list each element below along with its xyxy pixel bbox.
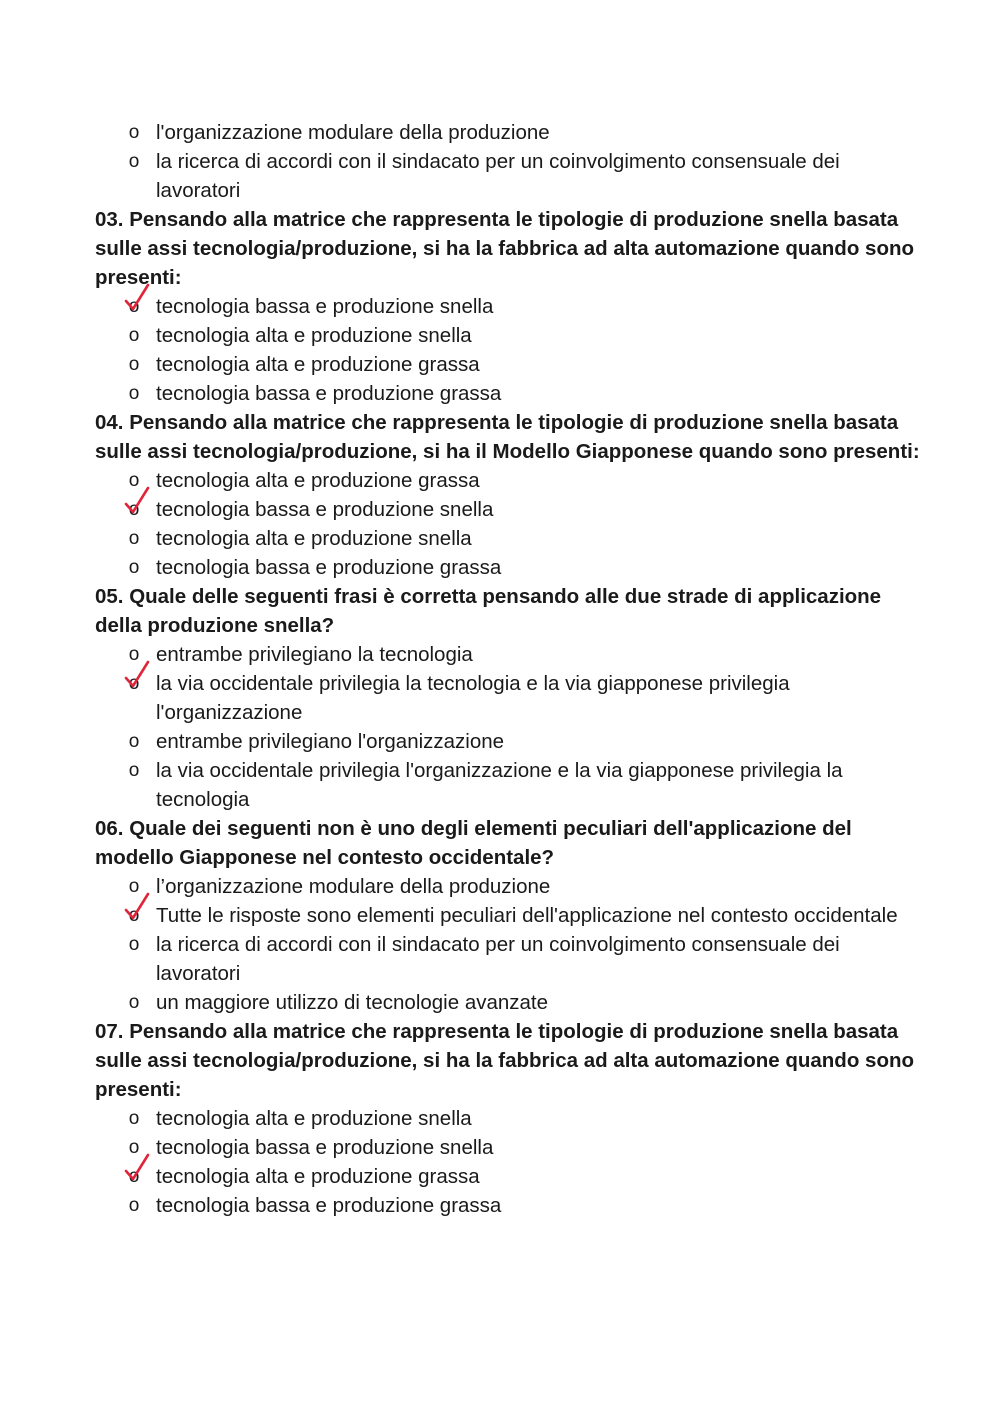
option-text: entrambe privilegiano la tecnologia: [156, 643, 473, 666]
option-text: tecnologia alta e produzione grassa: [156, 1165, 480, 1188]
circle-bullet-icon: o: [128, 296, 140, 317]
circle-bullet-icon: o: [128, 1166, 140, 1187]
answer-options: [95, 466, 925, 582]
answer-option: [95, 495, 925, 524]
answer-option: [95, 321, 925, 350]
answer-options: [95, 1104, 925, 1220]
answer-option: [95, 727, 925, 756]
option-text: la ricerca di accordi con il sindacato per un coinvolgimento consensuale dei lavoratori: [156, 150, 840, 202]
answer-option: [95, 147, 925, 205]
answer-option: [95, 1191, 925, 1220]
question-text: 03. Pensando alla matrice che rappresenta le tipologie di produzione snella basata sulle assi tecnologia/produzione, si ha la fabbrica ad alta automazione quando sono presenti:: [95, 208, 915, 289]
option-text: tecnologia bassa e produzione snella: [156, 498, 494, 521]
answer-option: [95, 872, 925, 901]
question-text: 07. Pensando alla matrice che rappresenta le tipologie di produzione snella basata sulle assi tecnologia/produzione, si ha la fabbrica ad alta automazione quando sono presenti:: [95, 1020, 915, 1101]
option-text: la via occidentale privilegia l'organizzazione e la via giapponese privilegia la tecnologia: [156, 759, 843, 811]
answer-options: [95, 118, 925, 205]
answer-option: [95, 988, 925, 1017]
question-text: 06. Quale dei seguenti non è uno degli elementi peculiari dell'applicazione del modello Giapponese nel contesto occidentale?: [95, 817, 852, 869]
checkmark-icon: [123, 891, 153, 921]
checkmark-icon: [123, 1152, 153, 1182]
answer-option: [95, 669, 925, 727]
question-block: [95, 814, 925, 1017]
answer-option: [95, 350, 925, 379]
answer-option: [95, 930, 925, 988]
answer-option: [95, 1104, 925, 1133]
option-text: un maggiore utilizzo di tecnologie avanzate: [156, 991, 549, 1014]
answer-option: [95, 118, 925, 147]
answer-options: [95, 292, 925, 408]
option-text: tecnologia bassa e produzione grassa: [156, 556, 502, 579]
option-text: la via occidentale privilegia la tecnologia e la via giapponese privilegia l'organizzazione: [156, 672, 790, 724]
circle-bullet-icon: o: [128, 992, 140, 1013]
option-text: tecnologia alta e produzione snella: [156, 1107, 472, 1130]
answer-option: [95, 466, 925, 495]
question-text: 05. Quale delle seguenti frasi è corretta pensando alle due strade di applicazione della produzione snella?: [95, 585, 882, 637]
option-text: entrambe privilegiano l'organizzazione: [156, 730, 505, 753]
circle-bullet-icon: o: [128, 644, 140, 665]
option-text: tecnologia alta e produzione snella: [156, 527, 472, 550]
answer-option: [95, 1162, 925, 1191]
question-text: 04. Pensando alla matrice che rappresenta le tipologie di produzione snella basata sulle assi tecnologia/produzione, si ha il Modello Giapponese quando sono presenti:: [95, 411, 920, 463]
circle-bullet-icon: o: [128, 122, 140, 143]
question-block: [95, 408, 925, 582]
option-text: tecnologia bassa e produzione grassa: [156, 382, 502, 405]
circle-bullet-icon: o: [128, 325, 140, 346]
option-text: tecnologia bassa e produzione snella: [156, 1136, 494, 1159]
circle-bullet-icon: o: [128, 1137, 140, 1158]
answer-option: [95, 1133, 925, 1162]
circle-bullet-icon: o: [128, 731, 140, 752]
option-text: tecnologia alta e produzione snella: [156, 324, 472, 347]
question-block: [95, 582, 925, 814]
quiz-content: [95, 118, 925, 1220]
answer-option: [95, 901, 925, 930]
question-block: [95, 1017, 925, 1220]
option-text: l'organizzazione modulare della produzione: [156, 121, 550, 144]
answer-options: [95, 872, 925, 1017]
checkmark-icon: [123, 282, 153, 312]
circle-bullet-icon: o: [128, 528, 140, 549]
checkmark-icon: [123, 485, 153, 515]
circle-bullet-icon: o: [128, 934, 140, 955]
answer-option: [95, 524, 925, 553]
answer-option: [95, 553, 925, 582]
checkmark-icon: [123, 659, 153, 689]
question-block: [95, 205, 925, 408]
circle-bullet-icon: o: [128, 499, 140, 520]
option-text: l’organizzazione modulare della produzione: [156, 875, 551, 898]
answer-option: [95, 756, 925, 814]
option-text: tecnologia alta e produzione grassa: [156, 353, 480, 376]
circle-bullet-icon: o: [128, 760, 140, 781]
circle-bullet-icon: o: [128, 354, 140, 375]
question-block: [95, 118, 925, 205]
circle-bullet-icon: o: [128, 383, 140, 404]
circle-bullet-icon: o: [128, 876, 140, 897]
circle-bullet-icon: o: [128, 1108, 140, 1129]
circle-bullet-icon: o: [128, 673, 140, 694]
circle-bullet-icon: o: [128, 1195, 140, 1216]
circle-bullet-icon: o: [128, 470, 140, 491]
circle-bullet-icon: o: [128, 905, 140, 926]
answer-option: [95, 292, 925, 321]
option-text: tecnologia bassa e produzione snella: [156, 295, 494, 318]
option-text: Tutte le risposte sono elementi peculiari dell'applicazione nel contesto occidentale: [156, 904, 898, 927]
answer-options: [95, 640, 925, 814]
option-text: tecnologia alta e produzione grassa: [156, 469, 480, 492]
answer-option: [95, 640, 925, 669]
circle-bullet-icon: o: [128, 557, 140, 578]
circle-bullet-icon: o: [128, 151, 140, 172]
answer-option: [95, 379, 925, 408]
option-text: la ricerca di accordi con il sindacato per un coinvolgimento consensuale dei lavoratori: [156, 933, 840, 985]
option-text: tecnologia bassa e produzione grassa: [156, 1194, 502, 1217]
